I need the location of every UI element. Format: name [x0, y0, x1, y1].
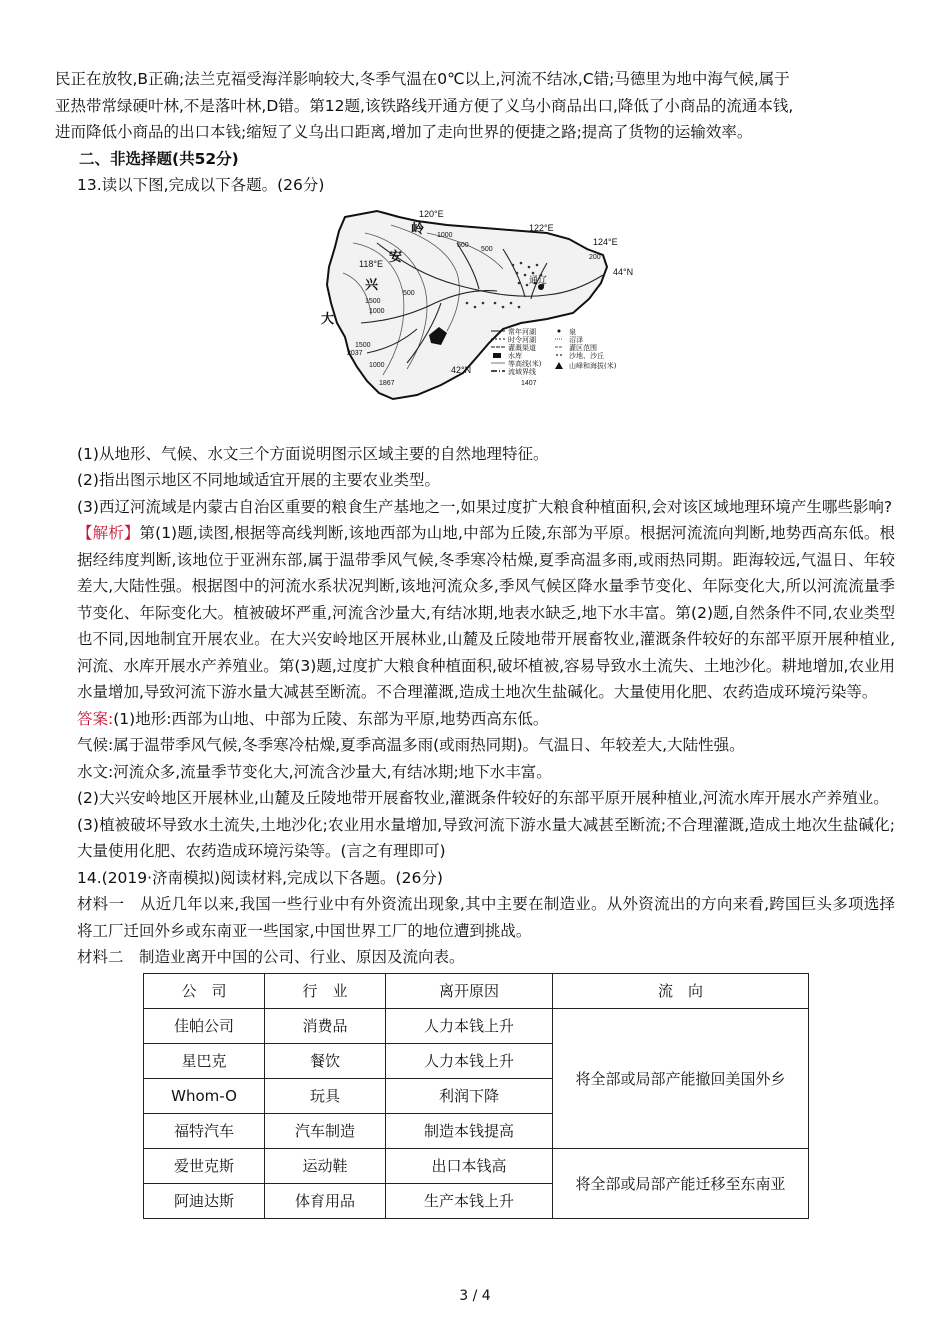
table-cell: 人力本钱上升	[386, 1008, 553, 1043]
table-cell: 福特汽车	[144, 1113, 265, 1148]
table-cell: 运动鞋	[265, 1148, 386, 1183]
q13-answer-climate: 气候:属于温带季风气候,冬季寒冷枯燥,夏季高温多雨(或雨热同期)。气温日、年较差大,大陆性强。	[77, 736, 745, 754]
table-header: 公 司	[144, 973, 265, 1008]
lon-label: 120°E	[419, 208, 444, 219]
table-cell: 消费品	[265, 1008, 386, 1043]
manufacturing-exit-table	[143, 973, 809, 1219]
elevation-label: 500	[457, 241, 469, 249]
q13-answer-hydrology: 水文:河流众多,流量季节变化大,河流含沙量大,有结冰期;地下水丰富。	[77, 762, 552, 781]
legend-item: 灌区范围	[569, 343, 597, 352]
lon-label: 118°E	[359, 258, 383, 269]
table-cell: 利润下降	[386, 1078, 553, 1113]
legend-item: 泉	[569, 327, 576, 336]
legend-item: 常年河湖	[508, 327, 536, 336]
elevation-label: 500	[403, 289, 415, 297]
table-cell-flow: 将全部或局部产能撤回美国外乡	[553, 1008, 809, 1148]
lat-label: 42°N	[451, 364, 472, 375]
range-char: 兴	[365, 277, 379, 293]
elevation-label: 200	[589, 253, 601, 261]
table-cell: 汽车制造	[265, 1113, 386, 1148]
lon-label: 124°E	[593, 236, 618, 247]
map-legend	[491, 327, 617, 376]
legend-item: 灌溉渠道	[508, 343, 536, 352]
table-cell: 玩具	[265, 1078, 386, 1113]
elevation-label: 1000	[369, 307, 385, 315]
intro-line: 亚热带常绿硬叶林,不是落叶林,D错。第12题,该铁路线开通方便了义乌小商品出口,降低了小商品的流通本钱,	[55, 96, 794, 115]
table-cell: 爱世克斯	[144, 1148, 265, 1183]
city-label: 通辽	[529, 274, 548, 285]
range-char: 大	[321, 311, 335, 327]
xiliao-river-map	[307, 203, 667, 415]
elevation-label: 1000	[369, 361, 385, 369]
elevation-label: 1500	[355, 341, 371, 349]
section-heading: 二、非选择题(共52分)	[79, 149, 239, 168]
table-header: 流 向	[553, 973, 809, 1008]
legend-item: 时令河湖	[508, 335, 536, 344]
lon-label: 122°E	[529, 222, 554, 233]
table-cell-flow: 将全部或局部产能迁移至东南亚	[553, 1148, 809, 1218]
q13-answer-2: (2)大兴安岭地区开展林业,山麓及丘陵地带开展畜牧业,灌溉条件较好的东部平原开展种植业,河流水库开展水产养殖业。	[77, 789, 889, 807]
q13-answer-3: (3)植被破坏导致水土流失,土地沙化;农业用水量增加,导致河流下游水量大减甚至断流;不合理灌溉,造成土地次生盐碱化;大量使用化肥、农药造成环境污染等。(言之有理即可)	[77, 815, 895, 860]
table-header: 行 业	[265, 973, 386, 1008]
table-cell: 餐饮	[265, 1043, 386, 1078]
table-cell: 体育用品	[265, 1183, 386, 1218]
page-number: 3 / 4	[459, 1288, 491, 1304]
q13-answer-1	[55, 706, 895, 733]
legend-item: 山峰和海拔(米)	[569, 361, 617, 370]
table-cell: 阿迪达斯	[144, 1183, 265, 1218]
table-cell: Whom-O	[144, 1078, 265, 1113]
table-cell: 生产本钱上升	[386, 1183, 553, 1218]
q14-material-2: 材料二 制造业离开中国的公司、行业、原因及流向表。	[77, 948, 465, 966]
legend-item: 沼泽	[569, 335, 583, 344]
elevation-label: 2037	[347, 349, 363, 357]
legend-item: 水库	[508, 351, 522, 360]
elevation-label: 1867	[379, 379, 395, 387]
q13-question-2: (2)指出图示地区不同地域适宜开展的主要农业类型。	[77, 471, 440, 489]
intro-line: 民正在放牧,B正确;法兰克福受海洋影响较大,冬季气温在0℃以上,河流不结冰,C错;马德里为地中海气候,属于	[55, 70, 790, 88]
legend-item: 沙地、沙丘	[569, 351, 604, 360]
elevation-label: 500	[481, 245, 493, 253]
legend-item: 流域界线	[508, 367, 536, 376]
elevation-label: 1000	[437, 231, 453, 239]
table-row	[144, 1148, 809, 1183]
table-header-row	[144, 973, 809, 1008]
answer-text: (1)地形:西部为山地、中部为丘陵、东部为平原,地势西高东低。	[113, 709, 549, 728]
elevation-label: 1407	[521, 379, 537, 387]
map-figure	[307, 203, 667, 415]
q13-stem: 13.读以下图,完成以下各题。(26分)	[77, 176, 325, 194]
table-cell: 佳帕公司	[144, 1008, 265, 1043]
analysis-text: 第(1)题,读图,根据等高线判断,该地西部为山地,中部为丘陵,东部为平原。根据河流流向判断,地势西高东低。根据经纬度判断,该地位于亚洲东部,属于温带季风气候,冬季寒冷枯燥,夏季高温多雨,或雨热同期。距海较远,气温日、年较差大,大陆性强。根据图中的河流水系状况判断,该地河流众多,季风气候区降水量季节变化、年际变化大,所以河流流量季节变化、年际变化大。植被破坏严重,河流含沙量大,有结冰期,地表水缺乏,地下水丰富。第(2)题,自然条件不同,农业类型也不同,因地制宜开展农业。在大兴安岭地区开展林业,山麓及丘陵地带开展畜牧业,灌溉条件较好的东部平原开展种植业,河流、水库开展水产养殖业。第(3)题,过度扩大粮食种植面积,破坏植被,容易导致水土流失、土地沙化。耕地增加,农业用水量增加,导致河流下游水量大减甚至断流。不合理灌溉,造成土地次生盐碱化。大量使用化肥、农药造成环境污染等。	[77, 524, 895, 701]
table-cell: 人力本钱上升	[386, 1043, 553, 1078]
answer-label: 答案:	[77, 709, 114, 728]
q13-question-3: (3)西辽河流域是内蒙古自治区重要的粮食生产基地之一,如果过度扩大粮食种植面积,会对该区域地理环境产生哪些影响?	[77, 497, 893, 516]
q13-question-1: (1)从地形、气候、水文三个方面说明图示区域主要的自然地理特征。	[77, 444, 549, 463]
elevation-label: 1500	[365, 297, 381, 305]
range-char: 岭	[411, 221, 425, 237]
q13-analysis	[55, 520, 895, 706]
page-content	[55, 66, 895, 1219]
table-header: 离开原因	[386, 973, 553, 1008]
range-char: 安	[389, 249, 403, 265]
analysis-tag: 【解析】	[77, 524, 140, 542]
table-cell: 星巴克	[144, 1043, 265, 1078]
intro-line: 进而降低小商品的出口本钱;缩短了义乌出口距离,增加了走向世界的便捷之路;提高了货物的运输效率。	[55, 123, 753, 141]
table-row	[144, 1008, 809, 1043]
table-cell: 出口本钱高	[386, 1148, 553, 1183]
q14-stem: 14.(2019·济南模拟)阅读材料,完成以下各题。(26分)	[77, 868, 443, 887]
q14-material-1: 材料一 从近几年以来,我国一些行业中有外资流出现象,其中主要在制造业。从外资流出的方向来看,跨国巨头多项选择将工厂迁回外乡或东南亚一些国家,中国世界工厂的地位遭到挑战。	[77, 895, 895, 940]
table-cell: 制造本钱提高	[386, 1113, 553, 1148]
lat-label: 44°N	[613, 266, 634, 277]
legend-item: 等高线(米)	[508, 359, 542, 368]
